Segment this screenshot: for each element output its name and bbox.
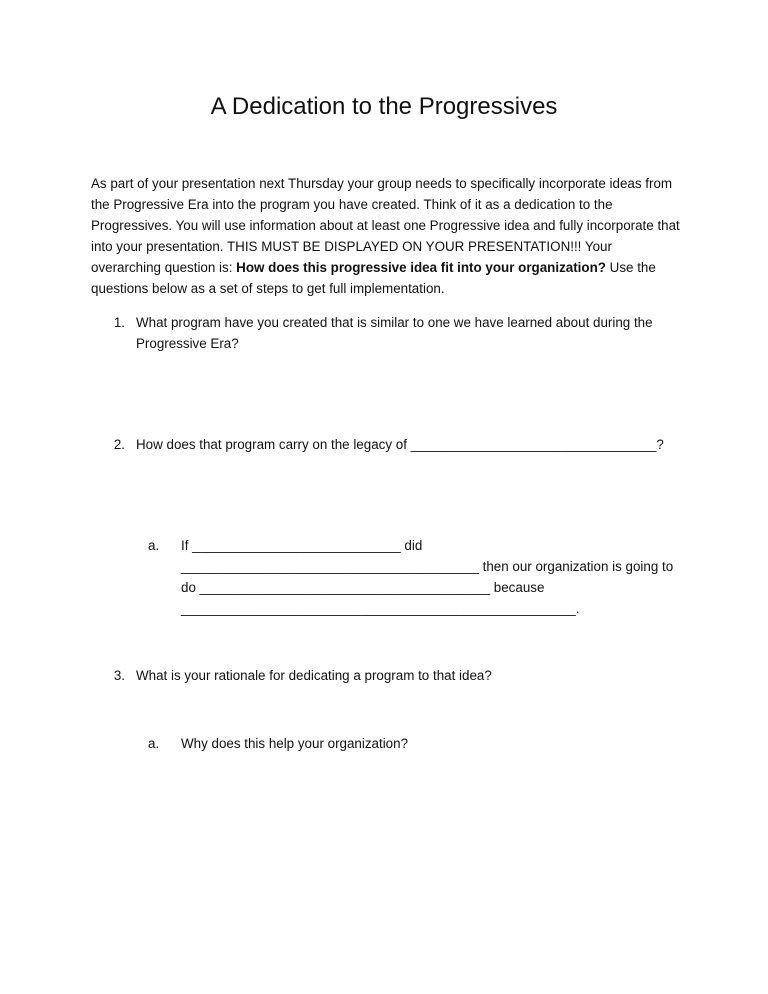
question-1-number: 1. xyxy=(113,315,125,330)
question-2a-letter: a. xyxy=(148,538,160,553)
question-2a xyxy=(148,535,683,623)
intro-text-part-1: As part of your presentation next Thursday your group needs to specifically incorporate ideas from the Progressive Era into the program you have created. Think of it as a dedication to the Progressives. You will use information about at least one Progressive idea and fully incorporate that into your presentation. THIS MUST BE DISPLAYED ON YOUR PRESENTATION!!! Your overarching question is: xyxy=(91,176,680,275)
question-2 xyxy=(103,434,683,456)
question-3 xyxy=(103,665,683,687)
question-3-text: What is your rationale for dedicating a program to that idea? xyxy=(136,668,492,683)
intro-paragraph xyxy=(91,173,681,299)
question-3a xyxy=(148,733,683,755)
page-title: A Dedication to the Progressives xyxy=(210,93,558,120)
question-3a-text: Why does this help your organization? xyxy=(181,736,409,751)
question-1-text: What program have you created that is similar to one we have learned about during the Progressive Era? xyxy=(136,315,653,351)
overarching-question: How does this progressive idea fit into your organization? xyxy=(236,260,606,275)
question-3-number: 3. xyxy=(113,668,125,683)
question-1 xyxy=(103,312,683,356)
question-2a-text: If ____________________________ did ________________________________________ then our organization is going to do _______________________________________ because _____________________________________________________. xyxy=(181,538,674,616)
question-2-number: 2. xyxy=(113,437,125,452)
intro-text-part-2: Use the questions below as a set of steps to get full implementation. xyxy=(91,260,656,296)
question-3a-letter: a. xyxy=(148,736,160,751)
question-2-text: How does that program carry on the legacy of _________________________________? xyxy=(136,437,664,452)
